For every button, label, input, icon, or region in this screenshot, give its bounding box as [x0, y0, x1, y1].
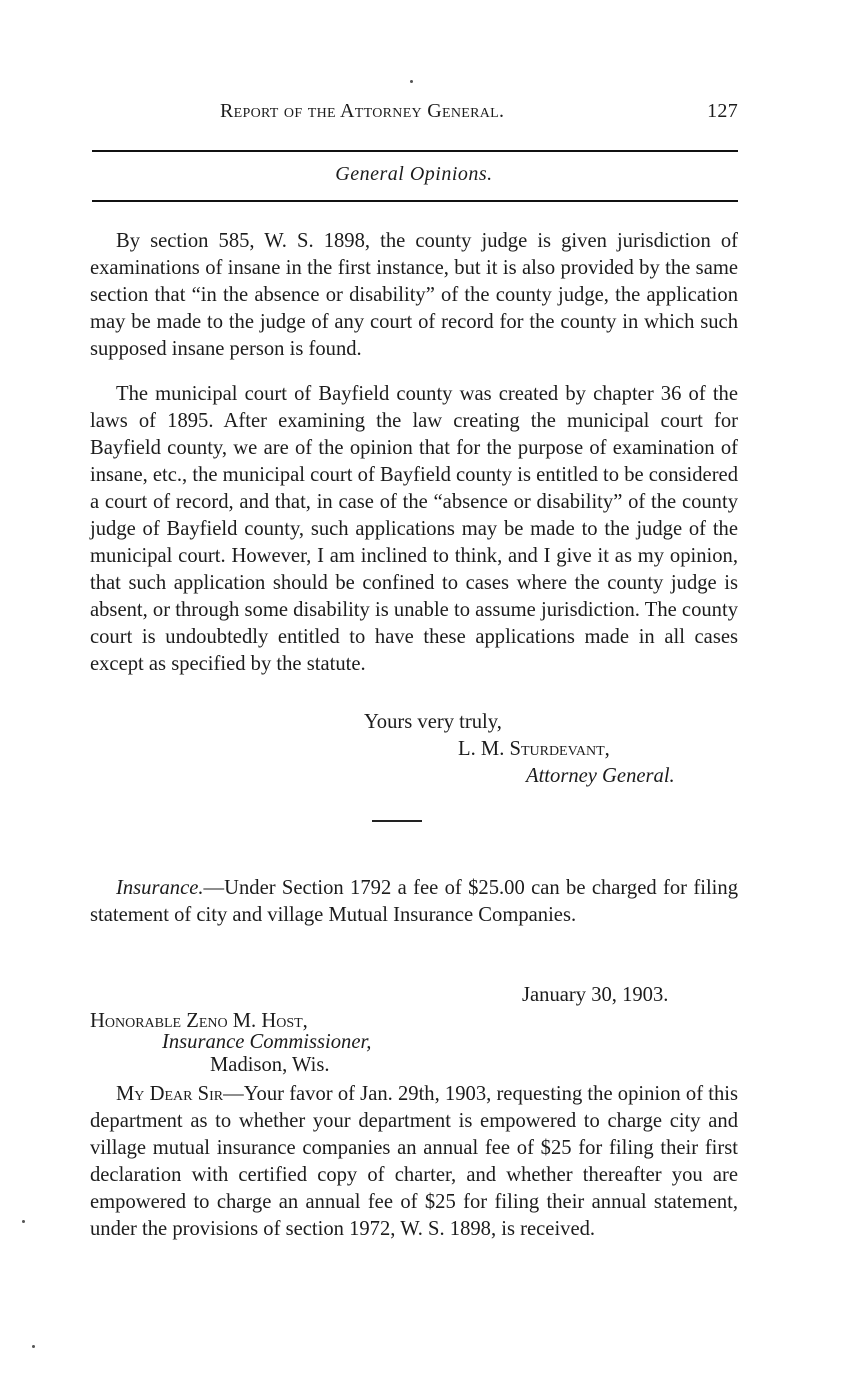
- scan-speck: [410, 80, 413, 83]
- header-rule-bottom: [92, 200, 738, 202]
- addressee-name: Honorable Zeno M. Host,: [90, 1010, 308, 1032]
- syllabus-text: —Under Section 1792 a fee of $25.00 can be charged for filing statement of city and village Mutual Insurance Companies.: [90, 877, 738, 926]
- signer-name: L. M. Sturdevant,: [458, 738, 610, 760]
- letter-body-text: —Your favor of Jan. 29th, 1903, requesting the opinion of this department as to whether your department is empowered to charge city and village mutual insurance companies an annual fee of $25 for filing their first declaration with certified copy of charter, and whether thereafter you are empowered to charge an annual fee of $25 for filing their annual statement, under the provisions of section 1972, W. S. 1898, is received.: [90, 1083, 739, 1240]
- opinion-paragraph: The municipal court of Bayfield county was created by chapter 36 of the laws of 1895. After examining the law creating the municipal court for Bayfield county, we are of the opinion that for the purpose of examination of insane, etc., the municipal court of Bayfield county is entitled to be considered a court of record, and that, in case of the “absence or disability” of the county judge of Bayfield county, such applications may be made to the judge of the municipal court. However, I am inclined to think, and I give it as my opinion, that such application should be confined to cases where the county judge is absent, or through some disability is unable to assume jurisdiction. The county court is undoubtedly entitled to have these applications made in all cases except as specified by the statute.: [90, 383, 738, 675]
- letter-salutation: My Dear Sir: [116, 1083, 224, 1105]
- letter-body: [90, 1081, 738, 1243]
- header-rule-top: [92, 150, 738, 152]
- letter-date: January 30, 1903.: [522, 984, 669, 1006]
- opinion-paragraph: By section 585, W. S. 1898, the county judge is given jurisdiction of examinations of insane in the first instance, but it is also provided by the same section that “in the absence or disability” of the county judge, the application may be made to the judge of any court of record for the county in which such supposed insane person is found.: [90, 230, 738, 360]
- scan-speck: [32, 1345, 35, 1348]
- scan-speck: [22, 1220, 25, 1223]
- addressee-title: Insurance Commissioner,: [162, 1031, 372, 1053]
- page-number: 127: [707, 100, 738, 122]
- syllabus-topic: Insurance.: [116, 877, 204, 899]
- section-divider: [372, 820, 422, 822]
- signer-title: Attorney General.: [526, 765, 675, 787]
- opinion-syllabus: [90, 875, 738, 929]
- closing-salutation: Yours very truly,: [364, 711, 502, 733]
- running-title: Report of the Attorney General.: [220, 100, 505, 122]
- addressee-place: Madison, Wis.: [210, 1054, 330, 1076]
- section-title: General Opinions.: [335, 163, 493, 185]
